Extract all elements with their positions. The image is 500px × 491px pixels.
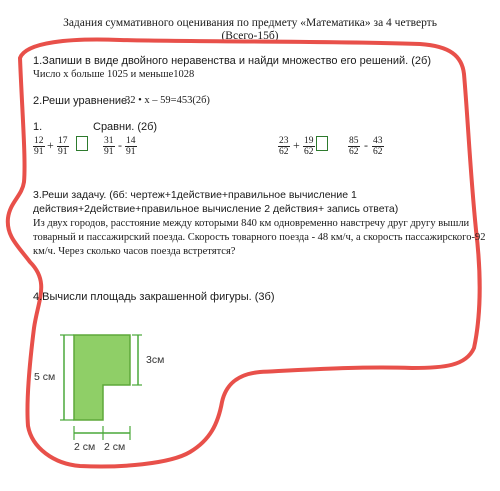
denominator: 62 xyxy=(279,147,289,157)
compare-title: Сравни. (2б) xyxy=(93,121,158,133)
worksheet-total-score: (Всего-15б) xyxy=(221,30,279,42)
task-problem-text-line1: Из двух городов, расстояние между которыми 840 км одновременно навстречу друг другу вышли xyxy=(33,218,470,229)
shaded-l-shape xyxy=(74,335,130,420)
step-label: 3см xyxy=(146,354,165,366)
task-problem-text-line3: км/ч. Через сколько часов поезда встретятся? xyxy=(33,246,236,257)
numerator: 12 xyxy=(34,136,44,146)
numerator: 19 xyxy=(304,136,314,146)
numerator: 31 xyxy=(104,136,114,146)
worksheet-title: Задания суммативного оценивания по предмету «Математика» за 4 четверть xyxy=(63,17,437,29)
denominator: 62 xyxy=(373,147,383,157)
operator: - xyxy=(364,138,368,152)
operator: - xyxy=(118,138,122,152)
numerator: 17 xyxy=(58,136,68,146)
task2-title: 2.Реши уравнение. xyxy=(33,95,131,107)
task-problem-title-line1: 3.Реши задачу. (6б: чертеж+1действие+правильное вычисление 1 xyxy=(33,189,357,201)
height-label: 5 см xyxy=(34,371,56,383)
numerator: 43 xyxy=(373,136,383,146)
numerator: 85 xyxy=(349,136,359,146)
task1-title: 1.Запиши в виде двойного неравенства и найди множество его решений. (2б) xyxy=(33,55,432,67)
bottom-right-label: 2 см xyxy=(104,441,126,453)
bottom-left-label: 2 см xyxy=(74,441,96,453)
task-problem-title-line2: действия+2действие+правильное вычисление 2 действия+ запись ответа) xyxy=(33,203,399,215)
task-area-title: 4.Вычисли площадь закрашенной фигуры. (3б) xyxy=(33,291,275,303)
numerator: 14 xyxy=(126,136,136,146)
denominator: 91 xyxy=(34,147,44,157)
task2-equation: 32 • х – 59=453(2б) xyxy=(125,95,210,106)
numerator: 23 xyxy=(279,136,289,146)
denominator: 62 xyxy=(304,147,314,157)
compare-number: 1. xyxy=(33,121,43,133)
task-problem-text-line2: товарный и пассажирский поезда. Скорость товарного поезда - 48 км/ч, а скорость пассажирского-92 xyxy=(33,232,486,243)
denominator: 62 xyxy=(349,147,359,157)
operator: + xyxy=(293,138,300,152)
task1-text: Число х больше 1025 и меньше1028 xyxy=(33,69,195,80)
operator: + xyxy=(47,138,54,152)
denominator: 91 xyxy=(104,147,114,157)
denominator: 91 xyxy=(58,147,68,157)
denominator: 91 xyxy=(126,147,136,157)
